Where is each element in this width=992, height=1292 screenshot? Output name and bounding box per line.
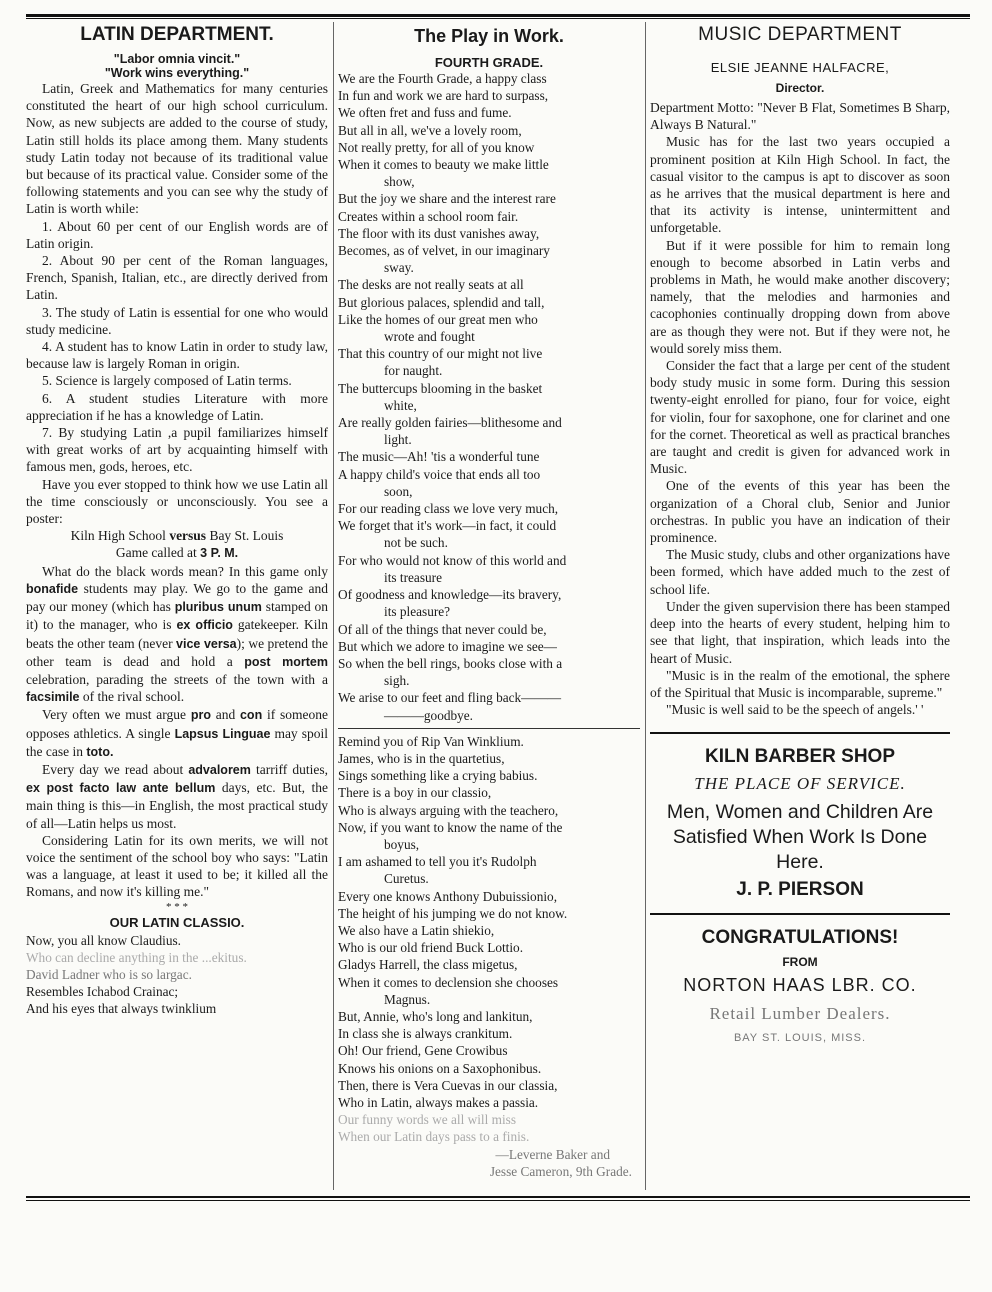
poem-line: Not really pretty, for all of you know	[338, 139, 535, 155]
poem-line: Remind you of Rip Van Winklium.	[338, 733, 524, 749]
poem-line: But the joy we share and the interest rare	[338, 191, 556, 207]
music-title: MUSIC DEPARTMENT	[698, 24, 902, 45]
poem-line: I am ashamed to tell you it's Rudolph	[338, 854, 537, 870]
poem-line: its treasure	[384, 569, 442, 585]
barber-body: Men, Women and Children Are Satisfied When Work Is Done Here.	[666, 801, 934, 874]
bottom-rule-thin	[26, 1200, 970, 1201]
latin-every-day-paragraph: Every day we read about advalorem tarriff duties, ex post facto law ante bellum days, etc. But, the main thing is this—in English, the most practical study of all—Latin helps us most.	[26, 761, 328, 831]
poem-line: The music—Ah! 'tis a wonderful tune	[338, 449, 540, 465]
poem-line: show,	[384, 174, 415, 190]
poem-line: But which we adore to imagine we see—	[338, 638, 557, 654]
poem-line: Knows his onions on a Saxophonibus.	[338, 1060, 542, 1076]
latin-intro-paragraph: Latin, Greek and Mathematics for many centuries constituted the heart of our high school curriculum. Now, as new subjects are added to the course of study, Latin still holds its place among them. Many students study Latin today not because of its traditional value but because of its practical value. Consider some of the following statements and you can see why the study of Latin is worth while:	[26, 81, 328, 217]
poem-line: In fun and work we are hard to surpass,	[338, 88, 549, 104]
classio-title: OUR LATIN CLASSIO.	[109, 914, 245, 930]
latin-poster-intro: Have you ever stopped to think how we use Latin all the time consciously or unconsciously. You see a poster:	[26, 476, 328, 527]
column-separator-2	[645, 22, 646, 1190]
poster-line-1: Kiln High School versus Bay St. Louis	[70, 528, 284, 544]
music-paragraph: One of the events of this year has been the organization of a Choral club, Senior and Junior orchestras. In public you have an indication of their prominence.	[650, 478, 950, 546]
music-paragraph: The Music study, clubs and other organizations have been formed, which have added much to the zest of school life.	[650, 547, 950, 597]
latin-list-item: 1. About 60 per cent of our English words are of Latin origin.	[26, 218, 328, 251]
congratulations-ad	[650, 927, 950, 1044]
bottom-rule	[26, 1196, 970, 1198]
poem-line: We also have a Latin shiekio,	[338, 922, 495, 938]
latin-closing-paragraph: Considering Latin for its own merits, we will not voice the sentiment of the school boy who says: "Latin was a language, at least it used to be; it killed all the Romans, and now it's killing me."	[26, 832, 328, 900]
music-director-role: Director.	[775, 81, 825, 95]
latin-title: LATIN DEPARTMENT.	[80, 24, 274, 45]
play-title: The Play in Work.	[414, 26, 564, 46]
poem-line: its pleasure?	[384, 604, 451, 620]
poem-line: Gladys Harrell, the class migetus,	[338, 957, 518, 973]
poem-line: A happy child's voice that ends all too	[338, 466, 541, 482]
poem-line: But all in all, we've a lovely room,	[338, 122, 522, 138]
music-motto: Department Motto: "Never B Flat, Sometimes B Sharp, Always B Natural."	[650, 100, 950, 133]
poem-line: Becomes, as of velvet, in our imaginary	[338, 243, 550, 259]
congrats-tagline: Retail Lumber Dealers.	[709, 1004, 891, 1024]
latin-list-item: 3. The study of Latin is essential for one who would study medicine.	[26, 304, 328, 337]
poem-ending: Our funny words we all will miss When our Latin days pass to a finis. —Leverne Baker and Jesse Cameron, 9th Grade.	[338, 1112, 632, 1179]
poem-line: light.	[384, 432, 412, 448]
poem-line: We forget that it's work—in fact, it could	[338, 518, 557, 534]
play-poem	[338, 70, 640, 724]
poem-line: boyus,	[384, 836, 420, 852]
congrats-company: NORTON HAAS LBR. CO.	[683, 975, 917, 996]
music-paragraph: "Music is well said to be the speech of angels.' '	[666, 702, 924, 718]
poem-line: sway.	[384, 260, 414, 276]
poem-line: for naught.	[384, 363, 443, 379]
poem-line: The desks are not really seats at all	[338, 277, 524, 293]
top-rule	[26, 14, 970, 17]
poem-line: Like the homes of our great men who	[338, 311, 538, 327]
poem-line: James, who is in the quartetius,	[338, 750, 505, 766]
poem-line: Oh! Our friend, Gene Crowibus	[338, 1043, 508, 1059]
ad-rule-1	[650, 732, 950, 734]
poem-line: soon,	[384, 483, 413, 499]
music-paragraph: "Music is in the realm of the emotional, the sphere of the Spiritual that Music is incomparable, supreme."	[650, 667, 950, 700]
latin-list-item: 2. About 90 per cent of the Roman languages, French, Spanish, Italian, etc., are directly derived from Latin.	[26, 253, 328, 303]
poem-line: sigh.	[384, 673, 410, 689]
poem-line: Every one knows Anthony Dubuissionio,	[338, 888, 558, 904]
music-paragraph: But if it were possible for him to remain long enough to become absorbed in Latin verbs and problems in Math, he would make another discovery; namely, that the melodies and harmonies and cacophonies continually dropping down from above are as though they were not. But if they were not, he would sorely miss them.	[650, 237, 950, 356]
latin-department-column	[26, 20, 328, 1018]
latin-list-item: 5. Science is largely composed of Latin terms.	[42, 373, 292, 389]
music-paragraph: Music has for the last two years occupied a prominent position at Kiln High School. In fact, the casual visitor to the campus is apt to discover as soon as he arrives that the musical department is here and that its activity is intense, unintermittent and unforgetable.	[650, 134, 950, 236]
classio-poem: Now, you all know Claudius. Who can decline anything in the ...ekitus. David Ladner who is so largac. Resembles Ichabod Crainac; And his eyes that always twinklium	[26, 932, 247, 1017]
poem-line: We often fret and fuss and fume.	[338, 105, 512, 121]
poem-line: wrote and fought	[384, 329, 475, 345]
poem-line: So when the bell rings, books close with a	[338, 655, 563, 671]
poem-line: The floor with its dust vanishes away,	[338, 225, 540, 241]
top-rule-thin	[26, 18, 970, 19]
poem-line: Of goodness and knowledge—its bravery,	[338, 587, 562, 603]
music-department-column	[650, 20, 950, 1044]
poem-line: Now, if you want to know the name of the	[338, 819, 563, 835]
poem-divider	[338, 728, 640, 729]
music-paragraph: Under the given supervision there has been stamped deep into the hearts of every student, helping him to see that light, that inspiration, which leads into the heart of Music.	[650, 598, 950, 666]
latin-list-item: 4. A student has to know Latin in order to study law, because law is largely Roman in origin.	[26, 339, 328, 372]
poem-line: The buttercups blooming in the basket	[338, 380, 543, 396]
poster-line-2: Game called at 3 P. M.	[115, 545, 239, 561]
poem-line: There is a boy in our classio,	[338, 785, 492, 801]
ad-rule-2	[650, 913, 950, 915]
barber-shop-ad	[650, 746, 950, 901]
poem-line: The height of his jumping we do not know.	[338, 905, 568, 921]
poem-line: ———goodbye.	[384, 707, 474, 723]
poem-line: Creates within a school room fair.	[338, 208, 519, 224]
latin-list	[26, 218, 328, 476]
poem-line: That this country of our might not live	[338, 346, 543, 362]
poem-line: But glorious palaces, splendid and tall,	[338, 294, 545, 310]
poem-line: When it comes to declension she chooses	[338, 974, 559, 990]
poem-line: For who would not know of this world and	[338, 552, 567, 568]
classio-poem-continued	[338, 733, 640, 1111]
poem-line: Then, there is Vera Cuevas in our classia,	[338, 1077, 558, 1093]
barber-title: KILN BARBER SHOP	[704, 746, 895, 768]
latin-argue-paragraph: Very often we must argue pro and con if someone opposes athletics. A single Lapsus Linguae may spoil the case in toto.	[26, 707, 328, 759]
music-director-name: ELSIE JEANNE HALFACRE,	[710, 60, 890, 75]
poem-line: white,	[384, 397, 417, 413]
poem-line: Curetus.	[384, 871, 429, 887]
latin-motto-latin: "Labor omnia vincit."	[113, 52, 241, 66]
poem-line: But, Annie, who's long and lankitun,	[338, 1008, 533, 1024]
poem-line: For our reading class we love very much,	[338, 501, 559, 517]
latin-list-item: 7. By studying Latin ,a pupil familiarizes himself with great works of art by acquainting himself with famous men, gods, heroes, etc.	[26, 425, 328, 475]
congrats-title: CONGRATULATIONS!	[701, 927, 899, 949]
music-paragraph: Consider the fact that a large per cent of the student body study music in some form. During this session twenty-eight enrolled for piano, four for voice, eight for violin, four for saxophone, one for clarinet and one for the cornet. Theoretical as well as practical branches are taught and credit is given for advanced work in Music.	[650, 358, 950, 477]
poem-line: Who is always arguing with the teachero,	[338, 802, 559, 818]
barber-subtitle: THE PLACE OF SERVICE.	[694, 774, 906, 794]
music-paragraphs	[650, 133, 950, 718]
poem-line: Magnus.	[384, 991, 431, 1007]
congrats-from: FROM	[782, 955, 818, 970]
poem-line: Sings something like a crying babius.	[338, 768, 538, 784]
congrats-city: BAY ST. LOUIS, MISS.	[733, 1032, 867, 1045]
latin-motto-english: "Work wins everything."	[104, 66, 250, 80]
poem-line: In class she is always crankitum.	[338, 1026, 513, 1042]
poem-line: Of all of the things that never could be,	[338, 621, 547, 637]
column-separator-1	[333, 22, 334, 1190]
play-grade: FOURTH GRADE.	[434, 55, 544, 70]
barber-owner: J. P. PIERSON	[736, 879, 864, 901]
poem-line: Who is our old friend Buck Lottio.	[338, 940, 524, 956]
poem-line: not be such.	[384, 535, 448, 551]
latin-black-words-paragraph: What do the black words mean? In this game only bonafide students may play. We go to the game and pay our money (which has pluribus unum stamped on it) to the manager, who is ex officio gatekeeper. Kiln beats the other team (never vice versa); we pretend the other team is dead and hold a post mortem celebration, parading the streets of the town with a facsimile of the rival school.	[26, 563, 328, 705]
play-in-work-column	[338, 20, 640, 1180]
poem-line: Are really golden fairies—blithesome and	[338, 415, 562, 431]
poem-line: We are the Fourth Grade, a happy class	[338, 71, 547, 86]
poem-line: We arise to our feet and fling back———	[338, 690, 562, 706]
latin-list-item: 6. A student studies Literature with more appreciation if he has a knowledge of Latin.	[26, 390, 328, 423]
section-stars: * * *	[166, 900, 188, 913]
poem-line: When it comes to beauty we make little	[338, 157, 549, 173]
poem-line: Who in Latin, always makes a passia.	[338, 1094, 539, 1110]
